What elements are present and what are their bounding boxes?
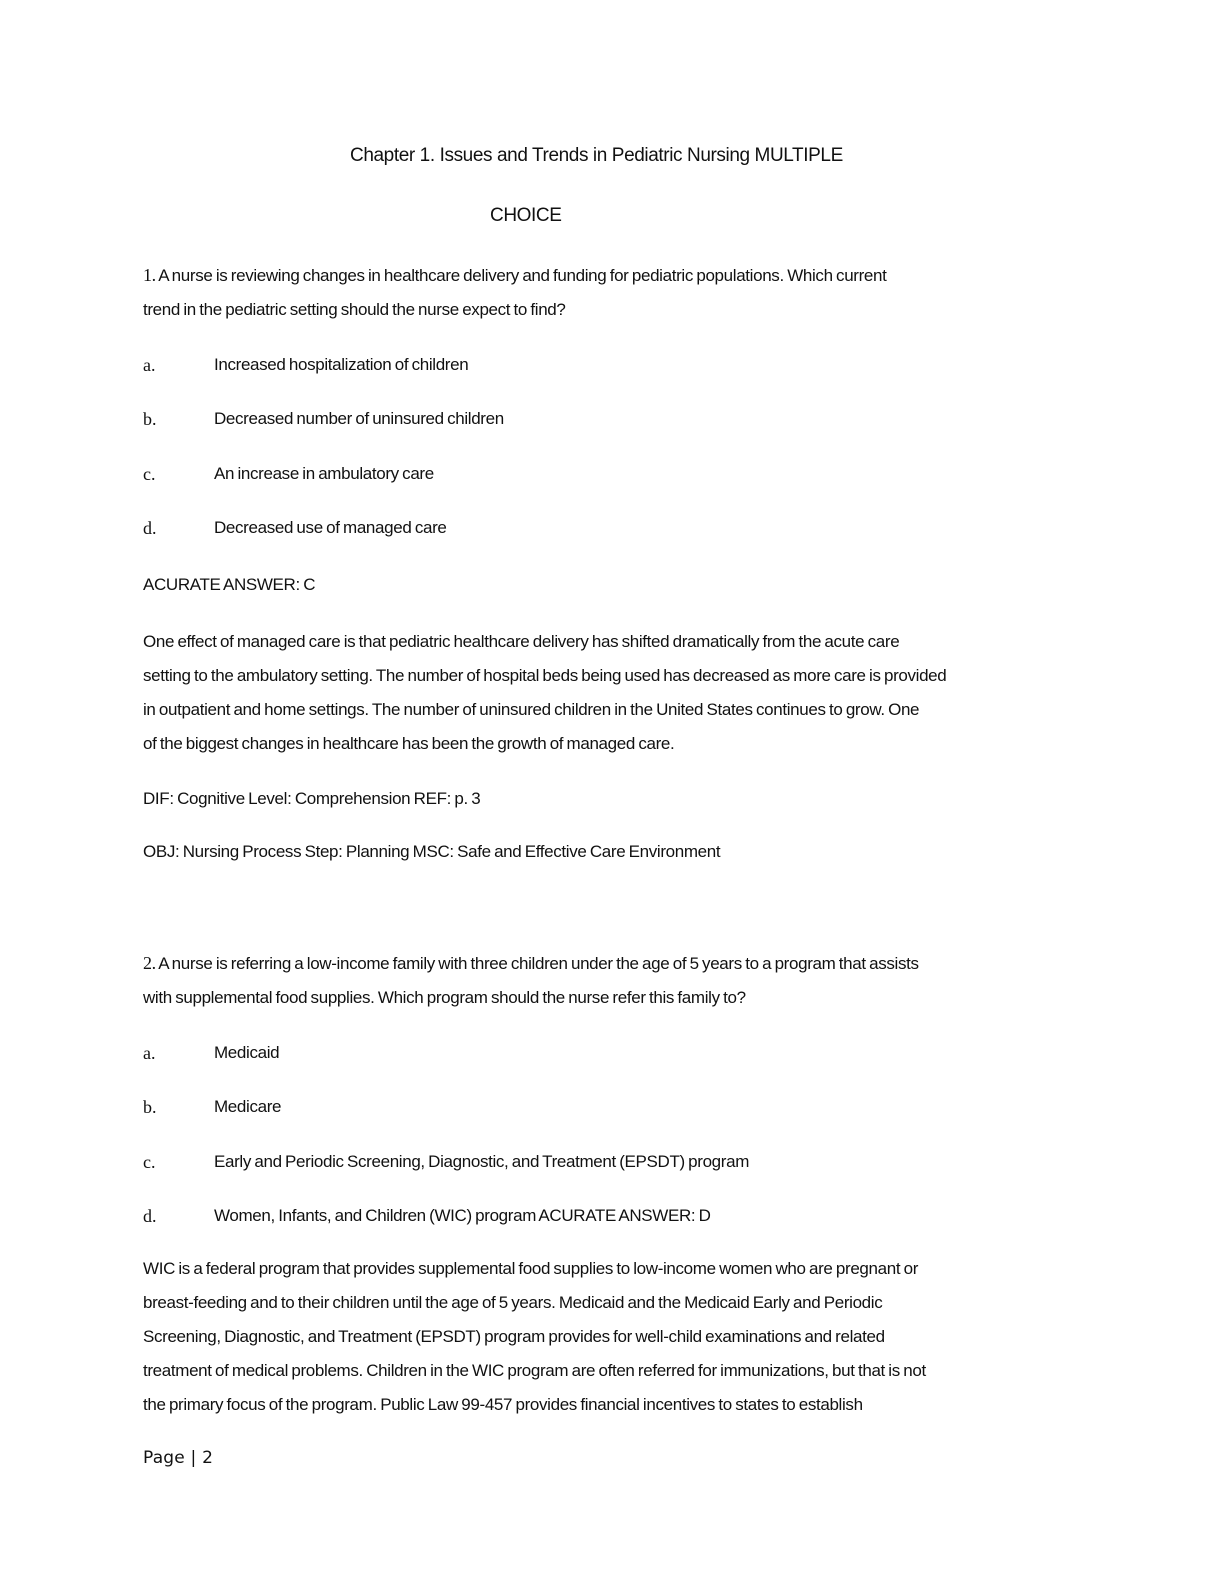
q1-rationale xyxy=(143,625,1083,761)
q2-option-b-letter: b. xyxy=(143,1097,157,1117)
question-2-number: 2. xyxy=(143,953,156,973)
q1-option-d-letter: d. xyxy=(143,518,157,538)
q1-rationale-line: in outpatient and home settings. The number of uninsured children in the United States continues to grow. One xyxy=(143,700,920,719)
q2-rationale-line: WIC is a federal program that provides supplemental food supplies to low-income women who are pregnant or xyxy=(143,1259,919,1278)
chapter-title-line1: Chapter 1. Issues and Trends in Pediatric Nursing MULTIPLE xyxy=(350,145,843,166)
q1-rationale-line: setting to the ambulatory setting. The number of hospital beds being used has decreased as more care is provided xyxy=(143,666,947,685)
q2-rationale-line: breast-feeding and to their children until the age of 5 years. Medicaid and the Medicaid Early and Periodic xyxy=(143,1293,883,1312)
q2-rationale-line: treatment of medical problems. Children in the WIC program are often referred for immunizations, but that is not xyxy=(143,1361,926,1380)
question-2-stem-line2: with supplemental food supplies. Which program should the nurse refer this family to? xyxy=(143,988,746,1007)
q2-rationale-line: the primary focus of the program. Public Law 99-457 provides financial incentives to states to establish xyxy=(143,1395,863,1414)
q2-option-d-letter: d. xyxy=(143,1206,157,1226)
question-1-stem-text: A nurse is reviewing changes in healthcare delivery and funding for pediatric populations. Which current xyxy=(158,266,887,285)
page-number-footer: Page | 2 xyxy=(143,1448,214,1468)
q2-rationale xyxy=(143,1252,1083,1422)
q2-option-c-text: Early and Periodic Screening, Diagnostic, and Treatment (EPSDT) program xyxy=(214,1152,750,1171)
q1-rationale-line: One effect of managed care is that pediatric healthcare delivery has shifted dramatically from the acute care xyxy=(143,632,900,651)
q1-option-b-letter: b. xyxy=(143,409,157,429)
question-1-stem-line1 xyxy=(143,265,887,286)
q1-option-c-letter: c. xyxy=(143,464,156,484)
q1-obj: OBJ: Nursing Process Step: Planning MSC: Safe and Effective Care Environment xyxy=(143,842,721,861)
q1-option-d-text: Decreased use of managed care xyxy=(214,518,447,537)
q2-rationale-line: Screening, Diagnostic, and Treatment (EPSDT) program provides for well-child examinations and related xyxy=(143,1327,885,1346)
q1-option-a-letter: a. xyxy=(143,355,156,375)
q2-option-a-letter: a. xyxy=(143,1043,156,1063)
q2-option-c-letter: c. xyxy=(143,1152,156,1172)
question-1-number: 1. xyxy=(143,265,156,285)
q1-rationale-line: of the biggest changes in healthcare has been the growth of managed care. xyxy=(143,734,675,753)
question-2-stem-text: A nurse is referring a low-income family with three children under the age of 5 years to a program that assists xyxy=(158,954,919,973)
q2-option-b-text: Medicare xyxy=(214,1097,282,1116)
chapter-title-line2: CHOICE xyxy=(490,205,562,226)
q1-answer: ACURATE ANSWER: C xyxy=(143,575,316,594)
question-1-stem-line2: trend in the pediatric setting should the nurse expect to find? xyxy=(143,300,566,319)
q2-option-d-text: Women, Infants, and Children (WIC) program ACURATE ANSWER: D xyxy=(214,1206,711,1225)
q2-option-a-text: Medicaid xyxy=(214,1043,280,1062)
q1-dif: DIF: Cognitive Level: Comprehension REF: p. 3 xyxy=(143,789,481,808)
q1-option-a-text: Increased hospitalization of children xyxy=(214,355,469,374)
question-2-stem-line1 xyxy=(143,953,919,974)
q1-option-b-text: Decreased number of uninsured children xyxy=(214,409,504,428)
q1-option-c-text: An increase in ambulatory care xyxy=(214,464,434,483)
